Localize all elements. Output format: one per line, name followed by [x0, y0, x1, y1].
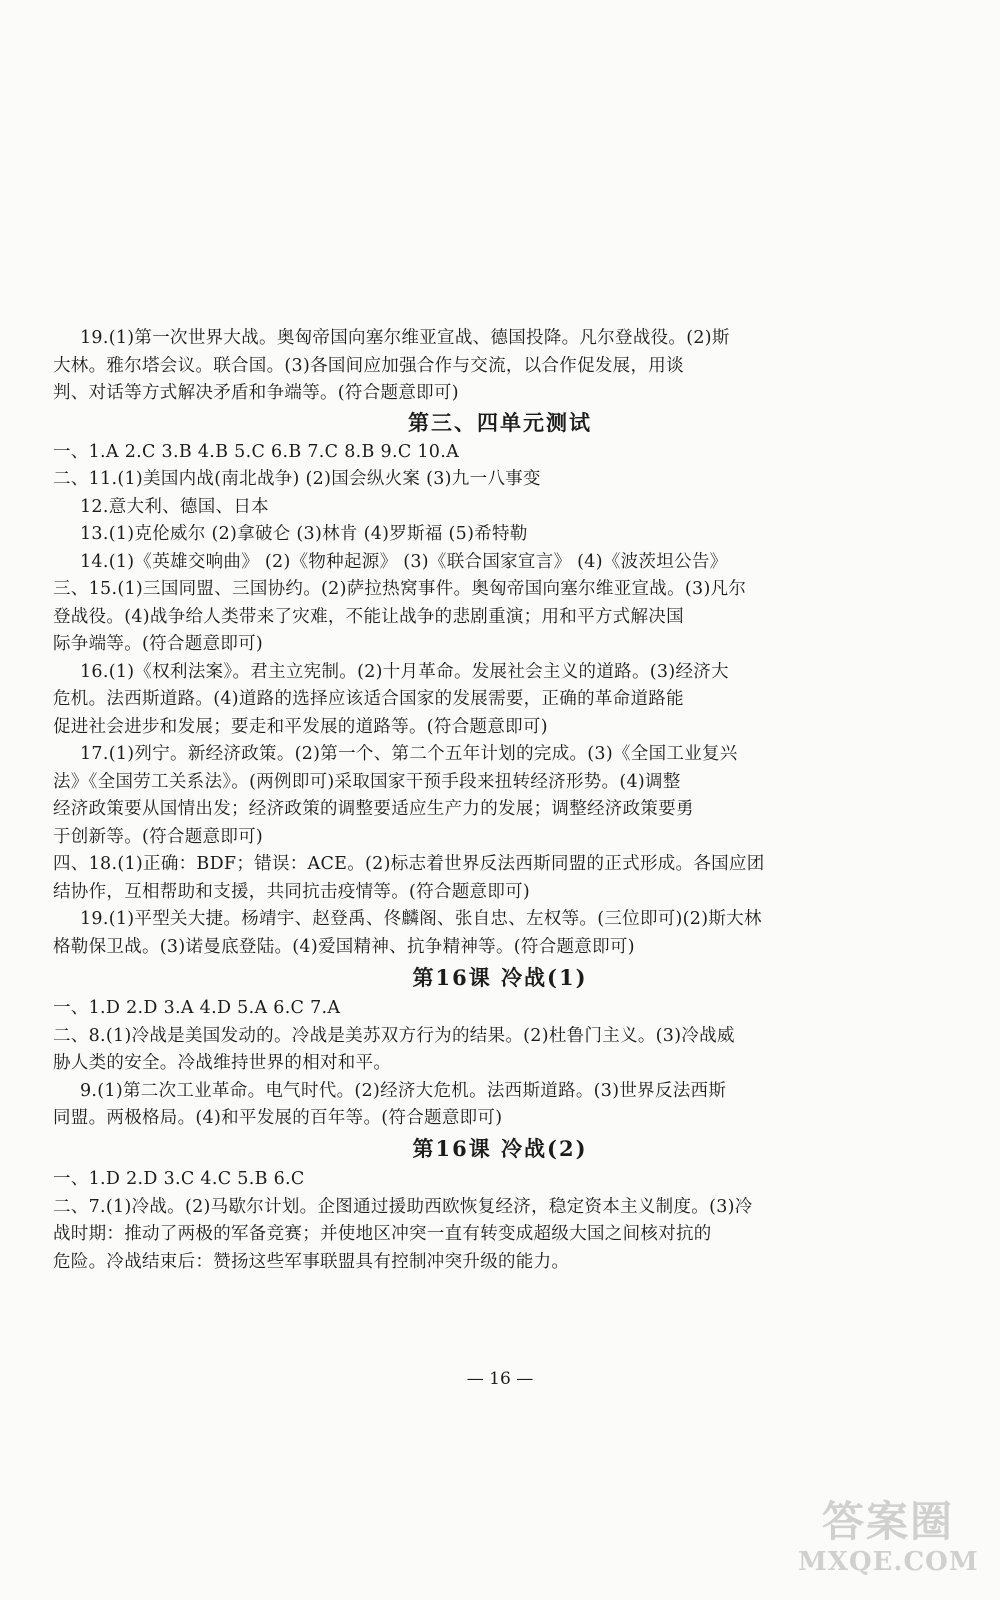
section-heading: 第三、四单元测试: [408, 410, 592, 435]
text-line: 大林。雅尔塔会议。联合国。(3)各国间应加强合作与交流，以合作促发展，用谈: [53, 356, 684, 376]
text-line: 二、7.(1)冷战。(2)马歇尔计划。企图通过援助西欧恢复经济，稳定资本主义制度。(3)冷: [53, 1197, 753, 1217]
text-line: 格勒保卫战。(3)诺曼底登陆。(4)爱国精神、抗争精神等。(符合题意即可): [53, 937, 635, 957]
text-line: 经济政策要从国情出发；经济政策的调整要适应生产力的发展；调整经济政策要勇: [53, 799, 694, 819]
section-heading: 第16课 冷战(1): [412, 965, 588, 990]
text-line: 胁人类的安全。冷战维持世界的相对和平。: [53, 1053, 392, 1073]
text-line: 危险。冷战结束后：赞扬这些军事联盟具有控制冲突升级的能力。: [53, 1252, 570, 1272]
text-line: 9.(1)第二次工业革命。电气时代。(2)经济大危机。法西斯道路。(3)世界反法西斯: [80, 1081, 727, 1101]
text-line: 促进社会进步和发展；要走和平发展的道路等。(符合题意即可): [53, 717, 548, 737]
text-line: 际争端等。(符合题意即可): [53, 634, 264, 654]
text-line: 19.(1)第一次世界大战。奥匈帝国向塞尔维亚宣战、德国投降。凡尔登战役。(2)斯: [80, 328, 730, 348]
text-line: 三、15.(1)三国同盟、三国协约。(2)萨拉热窝事件。奥匈帝国向塞尔维亚宣战。(3)凡尔: [53, 579, 747, 599]
text-line: 于创新等。(符合题意即可): [53, 827, 264, 847]
text-line: 法》《全国劳工关系法》。(两例即可)采取国家干预手段来扭转经济形势。(4)调整: [53, 772, 681, 792]
page-number: — 16 —: [466, 1369, 534, 1389]
section-heading: 第16课 冷战(2): [412, 1136, 588, 1161]
text-line: 二、8.(1)冷战是美国发动的。冷战是美苏双方行为的结果。(2)杜鲁门主义。(3)冷战威: [53, 1026, 735, 1046]
watermark: [798, 1497, 978, 1577]
watermark-url: MXQE.COM: [798, 1547, 979, 1577]
text-line: 12.意大利、德国、日本: [80, 497, 269, 517]
text-line: 危机。法西斯道路。(4)道路的选择应该适合国家的发展需要，正确的革命道路能: [53, 689, 684, 709]
text-line: 19.(1)平型关大捷。杨靖宇、赵登禹、佟麟阁、张自忠、左权等。(三位即可)(2)斯大林: [80, 909, 762, 929]
text-line: 一、1.D 2.D 3.A 4.D 5.A 6.C 7.A: [53, 998, 341, 1018]
text-line: 战时期：推动了两极的军备竞赛；并使地区冲突一直有转变成超级大国之间核对抗的: [53, 1224, 712, 1244]
text-line: 结协作，互相帮助和支援，共同抗击疫情等。(符合题意即可): [53, 882, 531, 902]
text-line: 同盟。两极格局。(4)和平发展的百年等。(符合题意即可): [53, 1108, 503, 1128]
text-line: 判、对话等方式解决矛盾和争端等。(符合题意即可): [53, 383, 459, 403]
text-line: 二、11.(1)美国内战(南北战争) (2)国会纵火案 (3)九一八事变: [53, 469, 541, 489]
text-line: 13.(1)克伦威尔 (2)拿破仑 (3)林肯 (4)罗斯福 (5)希特勒: [80, 524, 528, 544]
text-line: 16.(1)《权利法案》。君主立宪制。(2)十月革命。发展社会主义的道路。(3)经济大: [80, 662, 729, 682]
text-line: 登战役。(4)战争给人类带来了灾难，不能让战争的悲剧重演；用和平方式解决国: [53, 607, 684, 627]
text-line: 17.(1)列宁。新经济政策。(2)第一个、第二个五年计划的完成。(3)《全国工业复兴: [80, 744, 738, 764]
text-line: 一、1.A 2.C 3.B 4.B 5.C 6.B 7.C 8.B 9.C 10.A: [53, 442, 460, 462]
text-line: 四、18.(1)正确：BDF；错误：ACE。(2)标志着世界反法西斯同盟的正式形成。各国应团: [53, 854, 765, 874]
text-line: 14.(1)《英雄交响曲》 (2)《物种起源》 (3)《联合国家宣言》 (4)《波茨坦公告》: [80, 552, 728, 572]
watermark-logo: 答案圈: [821, 1497, 954, 1546]
text-line: 一、1.D 2.D 3.C 4.C 5.B 6.C: [53, 1169, 305, 1189]
